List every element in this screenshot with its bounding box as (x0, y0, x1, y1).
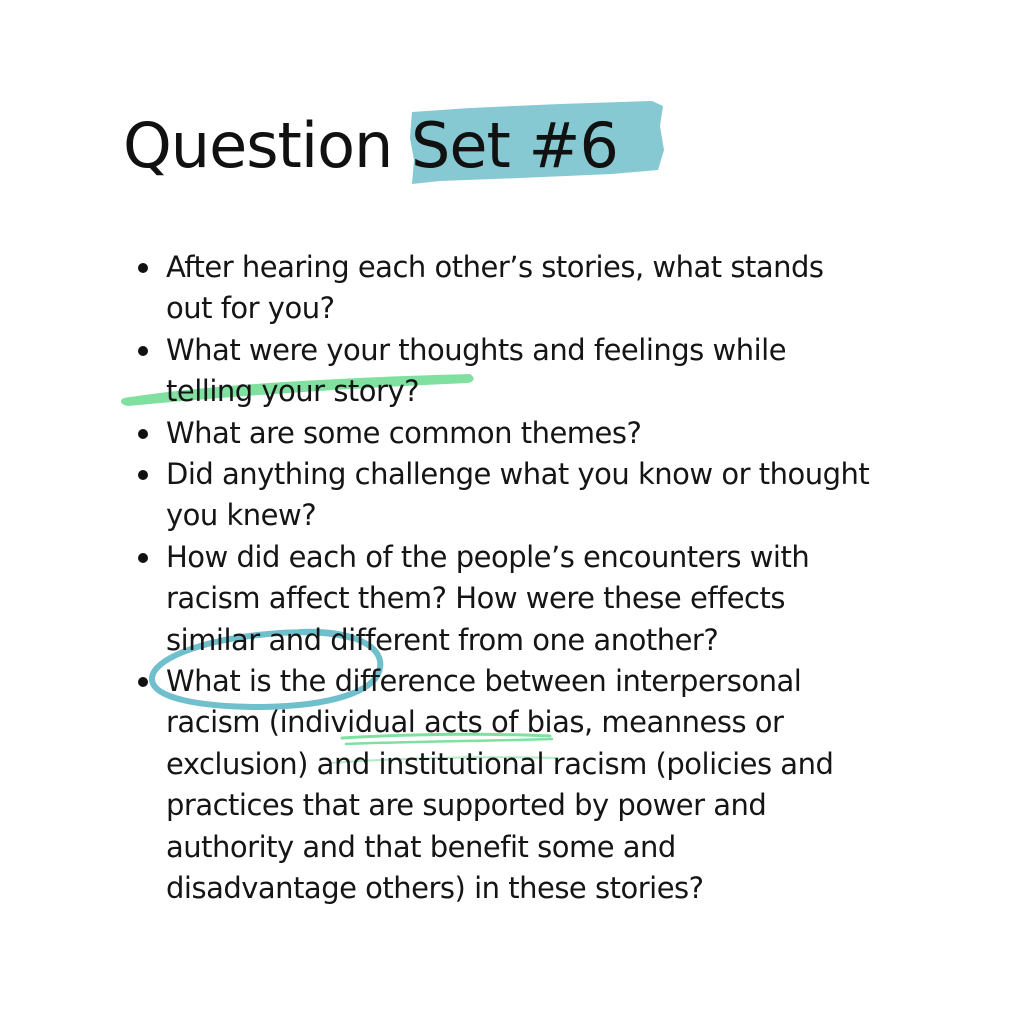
question-line: practices that are supported by power and (166, 788, 767, 823)
question-line: What is the difference between interpersonal (166, 664, 802, 699)
list-item (166, 454, 946, 537)
question-line: exclusion) and institutional racism (policies and (166, 746, 834, 781)
title-part-set-number: Set #6 (411, 109, 618, 182)
question-line: What were your thoughts and feelings while (166, 332, 787, 367)
list-item (166, 413, 946, 454)
question-line: After hearing each other’s stories, what stands (166, 250, 824, 284)
list-item (166, 661, 946, 909)
page-title (123, 108, 618, 184)
question-line: out for you? (166, 291, 335, 326)
list-item (166, 330, 946, 413)
question-line: authority and that benefit some and (166, 829, 676, 864)
question-line: racism affect them? How were these effects (166, 581, 785, 616)
list-item (166, 247, 946, 330)
question-line: you knew? (166, 498, 317, 533)
question-line: telling your story? (166, 374, 420, 409)
question-line: racism (individual acts of bias, meanness or (166, 705, 784, 740)
list-item (166, 537, 946, 661)
question-line: similar and different from one another? (166, 622, 719, 657)
question-line: disadvantage others) in these stories? (166, 871, 704, 906)
question-line: What are some common themes? (166, 415, 642, 450)
question-list (166, 247, 946, 910)
question-line: Did anything challenge what you know or thought (166, 457, 870, 492)
question-line: How did each of the people’s encounters with (166, 539, 810, 574)
title-part-question: Question (123, 109, 412, 182)
